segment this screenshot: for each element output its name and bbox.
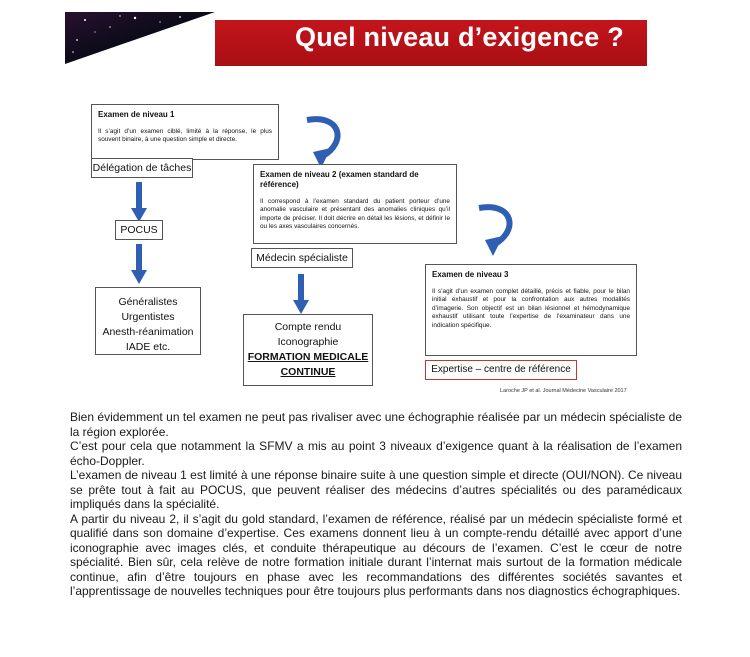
level2-box (253, 164, 457, 244)
report-item: Compte rendu (274, 321, 342, 333)
level1-title: Examen de niveau 1 (98, 110, 175, 119)
curved-arrow-icon (473, 200, 523, 260)
citation: Laroche JP et al. Journal Médecine Vasculaire 2017 (500, 388, 627, 394)
body-text (70, 410, 682, 599)
slide-title: Quel niveau d’exigence ? (295, 22, 624, 52)
generalist-item: Anesth-réanimation (102, 326, 194, 338)
level3-body: Il s’agit d’un examen complet détaillé, précis et fiable, pour le bilan initial exhaustif et pour la confrontation aux autres modalités d’imagerie. Son objectif est un bilan lésionnel et hémodynamique exhaustif utilisant toute l’expertise de l’examinateur dans une indication spécifique. (432, 288, 630, 329)
down-arrow-icon (131, 182, 147, 222)
generalists-box (95, 287, 201, 355)
generalist-item: IADE etc. (125, 341, 171, 353)
specialist-box: Médecin spécialiste (251, 248, 353, 268)
paragraph: C’est pour cela que notamment la SFMV a mis au point 3 niveaux d’exigence quant à la réalisation de l’examen écho-Doppler. (70, 439, 682, 468)
delegation-box: Délégation de tâches (91, 158, 193, 178)
paragraph: Bien évidemment un tel examen ne peut pas rivaliser avec une échographie réalisée par un médecin spécialiste de la région explorée. (70, 410, 682, 439)
starfield-image (65, 12, 215, 64)
level1-box (91, 104, 279, 160)
level3-title: Examen de niveau 3 (432, 270, 509, 279)
report-item: Iconographie (277, 336, 339, 348)
pocus-box: POCUS (115, 220, 163, 240)
curved-arrow-icon (301, 112, 351, 172)
level1-body: Il s’agit d’un examen ciblé, limité à la réponse, le plus souvent binaire, à une question simple et directe. (98, 128, 272, 144)
level3-box (425, 264, 637, 356)
slide-figure (65, 12, 647, 398)
generalist-item: Généralistes (118, 296, 178, 308)
training-line: CONTINUE (280, 366, 336, 378)
level2-body: Il correspond à l’examen standard du patient porteur d’une anomalie vasculaire et présentant des anomalies cliniques qu’il importe de préciser. Il doit décrire en détail les lésions, et définir le ou les axes vasculaires concernés. (260, 198, 450, 231)
down-arrow-icon (131, 244, 147, 284)
down-arrow-icon (293, 274, 309, 314)
expertise-box: Expertise – centre de référence (425, 360, 577, 380)
report-box (243, 314, 373, 386)
generalist-item: Urgentistes (121, 311, 175, 323)
paragraph: A partir du niveau 2, il s’agit du gold standard, l’examen de référence, réalisé par un médecin spécialiste formé et qualifié dans son domaine d’expertise. Ces examens donnent lieu à un compte-rendu détaillé avec apport d’une iconographie avec images clés, et conduite thérapeutique au décours de l’examen. C’est le cœur de notre spécialité. Bien sûr, cela relève de notre formation initiale durant l’internat mais surtout de la formation médicale continue, afin d’être toujours en phase avec les recommandations des différentes sociétés savantes et l’apprentissage de nouvelles techniques pour être toujours plus performants dans nos diagnostics échographiques. (70, 511, 682, 598)
training-line: FORMATION MEDICALE (247, 351, 369, 363)
level2-title: Examen de niveau 2 (examen standard de référence) (260, 170, 419, 189)
paragraph: L’examen de niveau 1 est limité à une réponse binaire suite à une question simple et directe (OUI/NON). Ce niveau se prête tout à fait au POCUS, que peuvent réaliser des médecins d’autres spécialités ou des paramédicaux impliqués dans la spécialité. (70, 468, 682, 511)
